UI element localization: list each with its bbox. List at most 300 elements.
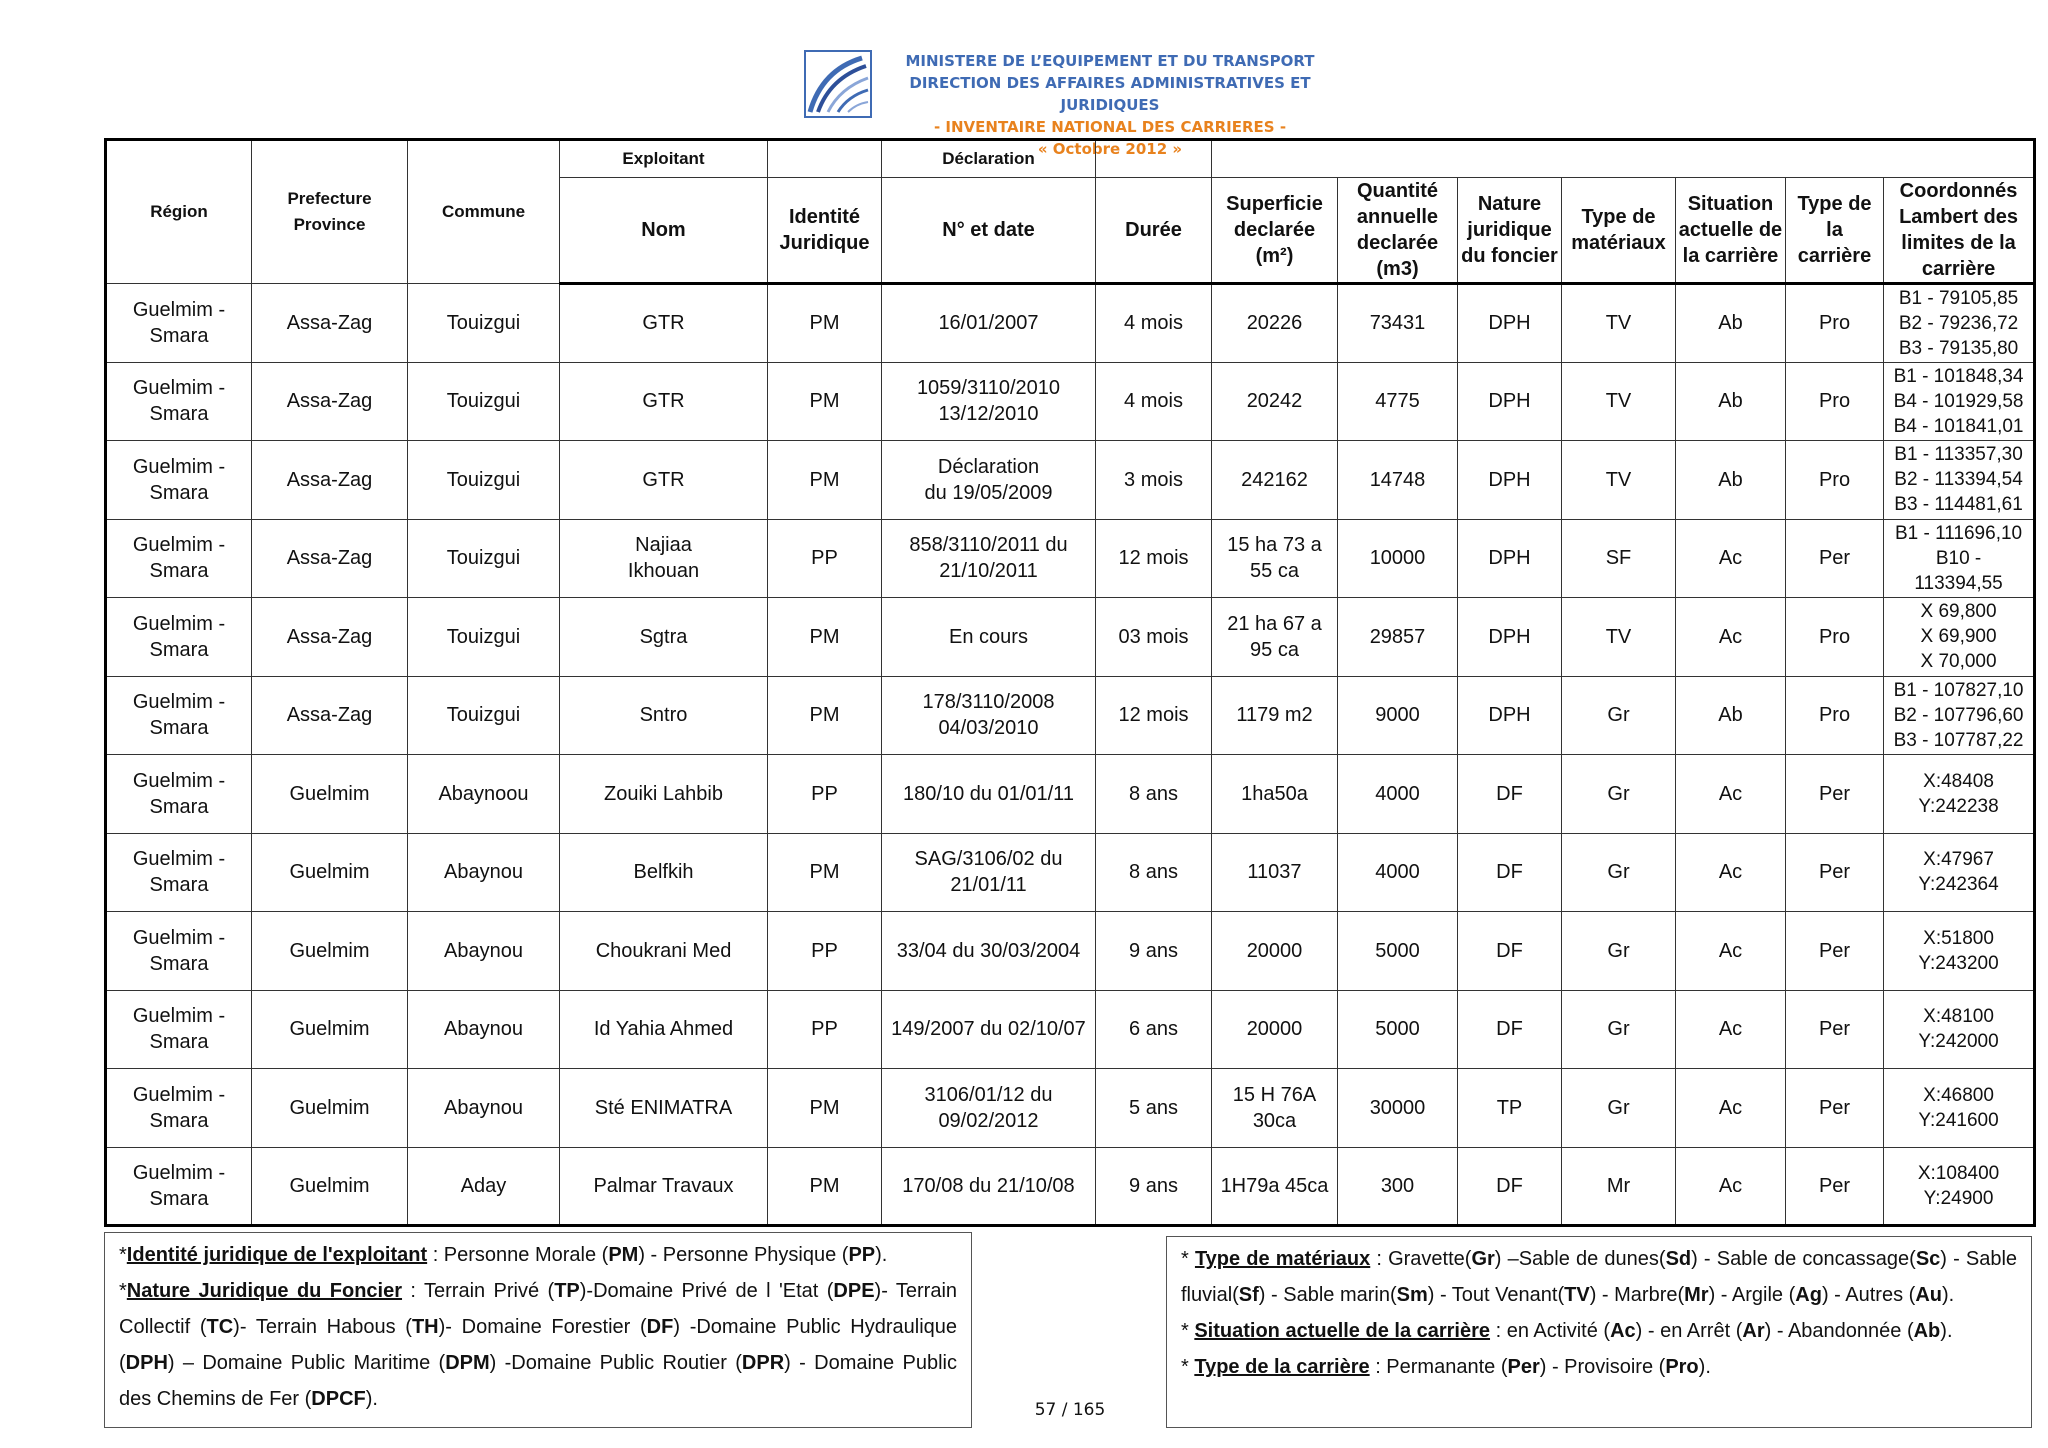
cell-coordonnees [1884, 362, 2035, 441]
cell-duree: 12 mois [1096, 676, 1212, 755]
cell-type-carriere: Pro [1786, 362, 1884, 441]
cell-line: 113394,55 [1914, 572, 2003, 594]
cell-nature-foncier: DPH [1458, 362, 1562, 441]
legend-text: ) - Tout Venant( [1427, 1284, 1565, 1306]
cell-commune: Abaynou [408, 1069, 560, 1148]
legend-code: Au [1915, 1284, 1942, 1306]
cell-line: Déclaration [937, 455, 1040, 478]
cell-identite: PM [768, 598, 882, 677]
cell-type-carriere: Per [1786, 1069, 1884, 1148]
col-header-coordonnees: Coordonnés Lambert des limites de la carrière [1884, 178, 2035, 284]
cell-nom: Belfkih [560, 833, 768, 912]
cell-quantite: 10000 [1338, 519, 1458, 598]
cell-duree: 4 mois [1096, 362, 1212, 441]
cell-line: 15 ha 73 a [1227, 534, 1322, 557]
cell-type-materiaux: Gr [1562, 990, 1676, 1069]
cell-type-materiaux: Mr [1562, 1147, 1676, 1226]
cell-line: du 19/05/2009 [924, 481, 1053, 504]
cell-nature-foncier: DF [1458, 755, 1562, 834]
cell-situation: Ab [1676, 284, 1786, 363]
cell-nature-foncier: DF [1458, 912, 1562, 991]
cell-coordonnees [1884, 755, 2035, 834]
cell-prefecture: Assa-Zag [252, 519, 408, 598]
cell-line: 55 ca [1250, 560, 1299, 583]
legend-code: TC [206, 1316, 234, 1338]
cell-line: Ikhouan [627, 560, 700, 583]
header-date: « Octobre 2012 » [1037, 140, 1183, 158]
table-row [106, 362, 2035, 441]
table-row [106, 912, 2035, 991]
legend-text: ) - Provisoire ( [1539, 1356, 1666, 1378]
cell-nature-foncier: DF [1458, 833, 1562, 912]
cell-nom: Zouiki Lahbib [560, 755, 768, 834]
cell-type-materiaux: Gr [1562, 676, 1676, 755]
cell-region: Guelmim - Smara [106, 1069, 252, 1148]
cell-identite: PM [768, 441, 882, 520]
cell-superficie: 1179 m2 [1212, 676, 1338, 755]
cell-type-carriere: Pro [1786, 284, 1884, 363]
cell-commune: Aday [408, 1147, 560, 1226]
cell-nature-foncier: TP [1458, 1069, 1562, 1148]
cell-line: Y:243200 [1918, 952, 1999, 974]
cell-nom: GTR [560, 284, 768, 363]
cell-type-materiaux: Gr [1562, 755, 1676, 834]
col-header-situation: Situation actuelle de la carrière [1676, 178, 1786, 284]
cell-nom: Sté ENIMATRA [560, 1069, 768, 1148]
cell-type-carriere: Per [1786, 990, 1884, 1069]
cell-identite: PP [768, 755, 882, 834]
cell-line: Y:242364 [1918, 874, 1999, 896]
cell-type-carriere: Per [1786, 1147, 1884, 1226]
legend-type: * Type de la carrière : Permanante (Per) - Provisoire (Pro). [1181, 1356, 1711, 1378]
cell-nom [560, 519, 768, 598]
legend-text: )- Domaine Forestier ( [438, 1316, 647, 1338]
cell-nature-foncier: DF [1458, 1147, 1562, 1226]
cell-superficie: 20242 [1212, 362, 1338, 441]
legend-text: ) -Domaine Public Routier ( [489, 1352, 742, 1374]
cell-quantite: 5000 [1338, 990, 1458, 1069]
legend-materiaux-key: Type de matériaux [1194, 1248, 1371, 1270]
legend-code: PP [848, 1244, 876, 1266]
legend-text: ) - Sable marin( [1258, 1284, 1397, 1306]
cell-quantite: 300 [1338, 1147, 1458, 1226]
legend-code: DPE [833, 1280, 875, 1302]
legend-text: ). [1940, 1320, 1953, 1342]
table-row [106, 676, 2035, 755]
legend-code: Gr [1471, 1248, 1495, 1270]
page-number: 57 / 165 [1034, 1400, 1106, 1420]
cell-superficie [1212, 519, 1338, 598]
cell-prefecture: Assa-Zag [252, 598, 408, 677]
cell-region: Guelmim - Smara [106, 362, 252, 441]
cell-line: X:47967 [1923, 849, 1994, 871]
cell-prefecture: Assa-Zag [252, 362, 408, 441]
cell-duree: 6 ans [1096, 990, 1212, 1069]
cell-type-carriere: Per [1786, 755, 1884, 834]
col-header-numero-date: N° et date [882, 178, 1096, 284]
cell-superficie: 11037 [1212, 833, 1338, 912]
cell-numero-date: En cours [882, 598, 1096, 677]
cell-situation: Ac [1676, 833, 1786, 912]
cell-commune: Touizgui [408, 676, 560, 755]
cell-line: X:51800 [1923, 927, 1994, 949]
cell-line: 04/03/2010 [938, 717, 1039, 740]
cell-coordonnees [1884, 1147, 2035, 1226]
legend-text: )- Terrain Habous ( [233, 1316, 412, 1338]
cell-commune: Abaynoou [408, 755, 560, 834]
cell-type-materiaux: TV [1562, 598, 1676, 677]
cell-superficie: 1ha50a [1212, 755, 1338, 834]
cell-line: B4 - 101841,01 [1893, 415, 2024, 437]
legend-code: Per [1507, 1356, 1540, 1378]
cell-line: 21 ha 67 a [1227, 612, 1322, 635]
cell-quantite: 5000 [1338, 912, 1458, 991]
cell-superficie: 20226 [1212, 284, 1338, 363]
legend-text: ). [1941, 1284, 1955, 1306]
legend-text: ) - Autres ( [1821, 1284, 1916, 1306]
legend-code: PM [608, 1244, 639, 1266]
legend-code: Pro [1665, 1356, 1699, 1378]
ministry-logo [804, 50, 872, 118]
legend-identite-key: Identité juridique de l'exploitant [126, 1244, 428, 1266]
cell-duree: 5 ans [1096, 1069, 1212, 1148]
cell-line: B1 - 113357,30 [1894, 444, 2023, 466]
legend-text: ) - Sable fluvial( [1181, 1248, 2018, 1306]
cell-quantite: 4775 [1338, 362, 1458, 441]
legend-code: Sd [1665, 1248, 1692, 1270]
legend-type-key: Type de la carrière [1194, 1356, 1370, 1378]
cell-line: Y:24900 [1923, 1187, 1994, 1209]
legend-code: DPR [741, 1352, 785, 1374]
cell-line: B3 - 79135,80 [1898, 337, 2019, 359]
cell-identite: PM [768, 284, 882, 363]
cell-duree: 3 mois [1096, 441, 1212, 520]
cell-situation: Ac [1676, 1069, 1786, 1148]
cell-quantite: 29857 [1338, 598, 1458, 677]
cell-quantite: 30000 [1338, 1069, 1458, 1148]
cell-nature-foncier: DPH [1458, 519, 1562, 598]
cell-line: 3106/01/12 du [924, 1083, 1053, 1106]
group-header-empty-1 [768, 140, 882, 178]
cell-type-carriere: Pro [1786, 676, 1884, 755]
cell-line: B3 - 114481,61 [1894, 494, 2023, 516]
group-header-empty-3 [1212, 140, 2035, 178]
cell-line: X:48100 [1923, 1006, 1994, 1028]
cell-coordonnees [1884, 1069, 2035, 1148]
cell-region: Guelmim - Smara [106, 912, 252, 991]
cell-numero-date: 149/2007 du 02/10/07 [882, 990, 1096, 1069]
col-header-quantite: Quantité annuelle declarée (m3) [1338, 178, 1458, 284]
legend-nature: *Nature Juridique du Foncier : Terrain Privé (TP)-Domaine Privé de l 'Etat (DPE)- Terrain Collectif (TC)- Terrain Habous (TH)- Domaine Forestier (DF) -Domaine Public Hydraulique (DPH) – Domaine Public Maritime (DPM) -Domaine Public Routier (DPR) - Domaine Public des Chemins de Fer (DPCF). [119, 1280, 958, 1410]
cell-quantite: 73431 [1338, 284, 1458, 363]
legend-code: Sc [1915, 1248, 1941, 1270]
legend-text: ) - Abandonnée ( [1764, 1320, 1914, 1342]
cell-region: Guelmim - Smara [106, 519, 252, 598]
cell-line: B2 - 113394,54 [1894, 469, 2023, 491]
cell-coordonnees [1884, 519, 2035, 598]
quarry-inventory-table [104, 138, 2036, 1227]
cell-prefecture: Guelmim [252, 833, 408, 912]
group-header-row [106, 140, 2035, 178]
cell-type-materiaux: Gr [1562, 912, 1676, 991]
cell-type-materiaux: SF [1562, 519, 1676, 598]
cell-type-carriere: Per [1786, 912, 1884, 991]
cell-nature-foncier: DPH [1458, 284, 1562, 363]
cell-numero-date [882, 1069, 1096, 1148]
cell-quantite: 9000 [1338, 676, 1458, 755]
cell-line: B2 - 79236,72 [1898, 312, 2019, 334]
cell-commune: Abaynou [408, 912, 560, 991]
legend-code: DPH [125, 1352, 168, 1374]
cell-situation: Ac [1676, 755, 1786, 834]
cell-coordonnees [1884, 912, 2035, 991]
cell-commune: Touizgui [408, 284, 560, 363]
cell-line: B1 - 111696,10 [1894, 522, 2023, 544]
cell-region: Guelmim - Smara [106, 676, 252, 755]
legend-code: TV [1564, 1284, 1590, 1306]
table-body [106, 284, 2035, 1226]
legend-text: ) - Domaine Public des Chemins de Fer ( [119, 1352, 957, 1410]
cell-duree: 8 ans [1096, 833, 1212, 912]
cell-type-carriere: Pro [1786, 441, 1884, 520]
cell-region: Guelmim - Smara [106, 833, 252, 912]
cell-situation: Ac [1676, 912, 1786, 991]
cell-prefecture: Guelmim [252, 755, 408, 834]
cell-situation: Ac [1676, 598, 1786, 677]
cell-identite: PM [768, 1147, 882, 1226]
cell-line: 858/3110/2011 du [909, 534, 1068, 557]
cell-line: X:48408 [1923, 770, 1994, 792]
legend-code: DPCF [311, 1388, 366, 1410]
cell-nature-foncier: DF [1458, 990, 1562, 1069]
cell-nature-foncier: DPH [1458, 598, 1562, 677]
legend-left [104, 1232, 972, 1428]
cell-prefecture: Guelmim [252, 912, 408, 991]
cell-duree: 12 mois [1096, 519, 1212, 598]
cell-situation: Ab [1676, 676, 1786, 755]
cell-superficie: 242162 [1212, 441, 1338, 520]
cell-numero-date [882, 362, 1096, 441]
legend-code: Ac [1610, 1320, 1636, 1342]
cell-prefecture: Assa-Zag [252, 284, 408, 363]
cell-line: 178/3110/2008 [922, 691, 1055, 714]
header-inventory-title: - INVENTAIRE NATIONAL DES CARRIERES - [933, 118, 1287, 136]
cell-commune: Touizgui [408, 598, 560, 677]
legend-situation: * Situation actuelle de la carrière : en Activité (Ac) - en Arrêt (Ar) - Abandonnée (Ab). [1181, 1320, 1953, 1342]
cell-line: X:108400 [1917, 1162, 2000, 1184]
cell-line: 13/12/2010 [938, 403, 1039, 426]
cell-prefecture: Guelmim [252, 1147, 408, 1226]
cell-nom: Sgtra [560, 598, 768, 677]
legend-text: ) - Sable de concassage( [1691, 1248, 1916, 1270]
cell-nom: GTR [560, 441, 768, 520]
cell-type-materiaux: TV [1562, 362, 1676, 441]
cell-superficie [1212, 1069, 1338, 1148]
cell-line: B4 - 101929,58 [1893, 390, 2024, 412]
cell-commune: Abaynou [408, 833, 560, 912]
col-header-type-carriere: Type de la carrière [1786, 178, 1884, 284]
legend-text: )-Domaine Privé de l 'Etat ( [579, 1280, 834, 1302]
cell-numero-date [882, 519, 1096, 598]
table-row [106, 1147, 2035, 1226]
cell-nom: Id Yahia Ahmed [560, 990, 768, 1069]
cell-coordonnees [1884, 284, 2035, 363]
cell-type-carriere: Per [1786, 519, 1884, 598]
col-header-region: Région [106, 140, 252, 284]
legend-text: ) –Sable de dunes( [1494, 1248, 1666, 1270]
legend-identite-text [427, 1244, 887, 1266]
group-header-exploitant: Exploitant [560, 140, 768, 178]
header-direction: DIRECTION DES AFFAIRES ADMINISTRATIVES ET JURIDIQUES [909, 74, 1311, 114]
cell-numero-date: 170/08 du 21/10/08 [882, 1147, 1096, 1226]
legend-situation-key: Situation actuelle de la carrière [1194, 1320, 1491, 1342]
header-ministry: MINISTERE DE L’EQUIPEMENT ET DU TRANSPORT [905, 52, 1315, 70]
cell-region: Guelmim - Smara [106, 755, 252, 834]
col-header-nature-foncier: Nature juridique du foncier [1458, 178, 1562, 284]
cell-coordonnees [1884, 441, 2035, 520]
legend-text: : Permanante ( [1369, 1356, 1508, 1378]
legend-text: ) - Marbre( [1589, 1284, 1685, 1306]
cell-line: B3 - 107787,22 [1893, 729, 2024, 751]
cell-commune: Touizgui [408, 519, 560, 598]
legend-text: ). [365, 1388, 378, 1410]
cell-line: B10 - [1935, 547, 1982, 569]
legend-code: DPM [445, 1352, 490, 1374]
legend-text: : Gravette( [1370, 1248, 1472, 1270]
legend-text: ). [1698, 1356, 1711, 1378]
cell-prefecture: Assa-Zag [252, 441, 408, 520]
legend-code: Sf [1238, 1284, 1259, 1306]
cell-region: Guelmim - Smara [106, 284, 252, 363]
cell-numero-date: 180/10 du 01/01/11 [882, 755, 1096, 834]
legend-code: Ab [1913, 1320, 1941, 1342]
cell-nom: Palmar Travaux [560, 1147, 768, 1226]
cell-region: Guelmim - Smara [106, 990, 252, 1069]
legend-text: ) - Personne Physique ( [638, 1244, 849, 1266]
legend-text: : Personne Morale ( [427, 1244, 609, 1266]
legend-identite: *Identité juridique de l'exploitant : Personne Morale (PM) - Personne Physique (PP). [119, 1244, 888, 1266]
cell-identite: PP [768, 912, 882, 991]
cell-line: X 70,000 [1920, 651, 1997, 673]
cell-situation: Ab [1676, 362, 1786, 441]
cell-line: SAG/3106/02 du [914, 848, 1063, 871]
cell-line: X 69,800 [1920, 601, 1997, 623]
cell-identite: PM [768, 362, 882, 441]
cell-line: 21/10/2011 [939, 560, 1038, 583]
cell-situation: Ac [1676, 990, 1786, 1069]
cell-situation: Ac [1676, 519, 1786, 598]
cell-quantite: 4000 [1338, 755, 1458, 834]
cell-identite: PP [768, 990, 882, 1069]
legend-text: ) - en Arrêt ( [1635, 1320, 1743, 1342]
legend-right [1166, 1236, 2032, 1428]
cell-identite: PM [768, 833, 882, 912]
cell-numero-date: 16/01/2007 [882, 284, 1096, 363]
legend-text: )- Terrain Collectif ( [119, 1280, 958, 1338]
legend-code: Sm [1396, 1284, 1428, 1306]
table-row [106, 1069, 2035, 1148]
col-header-superficie: Superficie declarée (m²) [1212, 178, 1338, 284]
cell-nom: Sntro [560, 676, 768, 755]
cell-identite: PP [768, 519, 882, 598]
cell-type-carriere: Pro [1786, 598, 1884, 677]
cell-prefecture: Assa-Zag [252, 676, 408, 755]
legend-situation-text [1490, 1320, 1952, 1342]
cell-duree: 03 mois [1096, 598, 1212, 677]
legend-code: Ar [1742, 1320, 1765, 1342]
cell-nature-foncier: DPH [1458, 441, 1562, 520]
cell-numero-date [882, 676, 1096, 755]
group-header-declaration: Déclaration [882, 140, 1096, 178]
legend-text: : Terrain Privé ( [402, 1280, 555, 1302]
table-row [106, 990, 2035, 1069]
table-row [106, 519, 2035, 598]
cell-line: 09/02/2012 [938, 1109, 1039, 1132]
legend-code: DF [646, 1316, 674, 1338]
cell-quantite: 14748 [1338, 441, 1458, 520]
cell-line: 30ca [1252, 1109, 1297, 1132]
cell-type-materiaux: Gr [1562, 833, 1676, 912]
cell-commune: Abaynou [408, 990, 560, 1069]
cell-line: Y:241600 [1918, 1109, 1999, 1131]
legend-code: TP [554, 1280, 580, 1302]
cell-duree: 9 ans [1096, 1147, 1212, 1226]
cell-superficie: 1H79a 45ca [1212, 1147, 1338, 1226]
cell-line: Najiaa [635, 534, 692, 557]
table-row [106, 441, 2035, 520]
cell-coordonnees [1884, 598, 2035, 677]
col-header-nom: Nom [560, 178, 768, 284]
col-header-prefecture: Prefecture Province [252, 140, 408, 284]
cell-numero-date: 33/04 du 30/03/2004 [882, 912, 1096, 991]
table-row [106, 598, 2035, 677]
cell-nom: GTR [560, 362, 768, 441]
legend-text: ) -Domaine Public Hydraulique ( [119, 1316, 958, 1374]
cell-line: 1059/3110/2010 [916, 377, 1061, 400]
cell-coordonnees [1884, 833, 2035, 912]
cell-type-carriere: Per [1786, 833, 1884, 912]
cell-nom: Choukrani Med [560, 912, 768, 991]
legend-materiaux: * Type de matériaux : Gravette(Gr) –Sable de dunes(Sd) - Sable de concassage(Sc) - Sable fluvial(Sf) - Sable marin(Sm) - Tout Venant(TV) - Marbre(Mr) - Argile (Ag) - Autres (Au). [1181, 1248, 2018, 1306]
cell-duree: 9 ans [1096, 912, 1212, 991]
group-header-empty-2 [1096, 140, 1212, 178]
cell-superficie: 20000 [1212, 912, 1338, 991]
cell-line: B1 - 101848,34 [1893, 365, 2024, 387]
cell-line: B1 - 107827,10 [1893, 679, 2024, 701]
table-row [106, 284, 2035, 363]
legend-type-text [1370, 1356, 1711, 1378]
cell-coordonnees [1884, 990, 2035, 1069]
col-header-type-materiaux: Type de matériaux [1562, 178, 1676, 284]
cell-prefecture: Guelmim [252, 990, 408, 1069]
col-header-commune: Commune [408, 140, 560, 284]
cell-type-materiaux: Gr [1562, 1069, 1676, 1148]
cell-superficie: 20000 [1212, 990, 1338, 1069]
cell-type-materiaux: TV [1562, 441, 1676, 520]
cell-line: 21/01/11 [950, 874, 1027, 897]
cell-prefecture: Guelmim [252, 1069, 408, 1148]
cell-line: X 69,900 [1920, 626, 1997, 648]
cell-identite: PM [768, 1069, 882, 1148]
cell-line: Y:242000 [1918, 1031, 1999, 1053]
cell-line: B2 - 107796,60 [1893, 704, 2024, 726]
legend-code: TH [411, 1316, 439, 1338]
cell-situation: Ab [1676, 441, 1786, 520]
cell-line: B1 - 79105,85 [1898, 287, 2019, 309]
cell-situation: Ac [1676, 1147, 1786, 1226]
cell-line: Y:242238 [1918, 795, 1999, 817]
cell-line: X:46800 [1923, 1084, 1994, 1106]
